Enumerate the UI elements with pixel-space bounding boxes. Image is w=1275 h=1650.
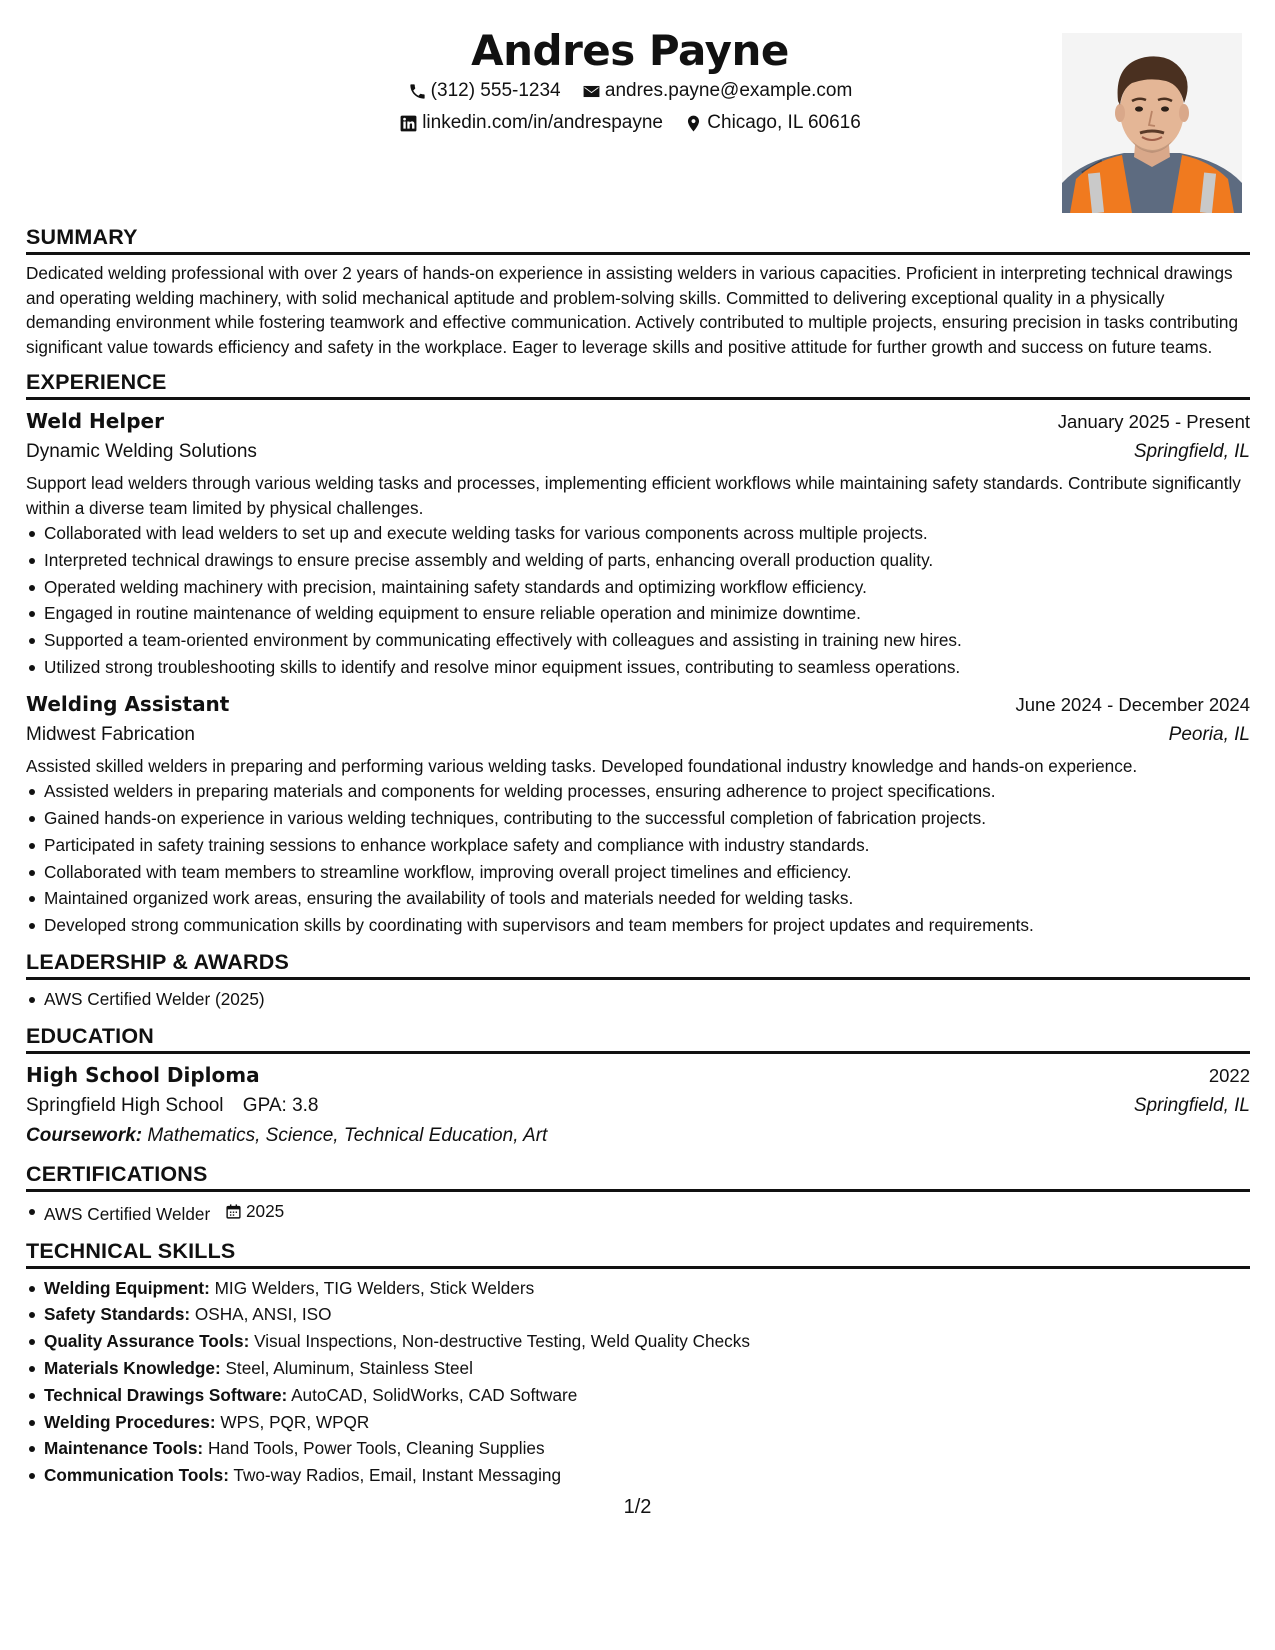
summary-section — [26, 224, 1250, 359]
list-item: Operated welding machinery with precision, maintaining safety standards and optimizing workflow efficiency. — [44, 574, 1250, 601]
list-item: Collaborated with team members to streamline workflow, improving overall project timelines and efficiency. — [44, 859, 1250, 886]
skill-value: OSHA, ANSI, ISO — [194, 1304, 332, 1325]
list-item: Interpreted technical drawings to ensure precise assembly and welding of parts, enhancing overall production quality. — [44, 547, 1250, 574]
education-section — [26, 1023, 1250, 1151]
leadership-list — [26, 986, 1250, 1013]
list-item: Supported a team-oriented environment by communicating effectively with colleagues and assisting in training new hires. — [44, 627, 1250, 654]
certification-year: 2025 — [245, 1200, 285, 1221]
skill-value: WPS, PQR, WPQR — [220, 1411, 370, 1432]
linkedin-contact — [399, 112, 663, 134]
certifications-section — [26, 1161, 1250, 1228]
leadership-section — [26, 949, 1250, 1013]
list-item — [44, 1355, 1250, 1382]
list-item — [44, 1328, 1250, 1355]
coursework-label: Coursework: — [26, 1124, 143, 1146]
job-company: Dynamic Welding Solutions — [26, 441, 257, 462]
skill-label: Welding Equipment: — [44, 1277, 210, 1298]
certification-name: AWS Certified Welder — [44, 1203, 211, 1224]
email-contact — [582, 80, 852, 102]
job-description: Assisted skilled welders in preparing and performing various welding tasks. Developed foundational industry knowledge and hands-on experience. — [26, 755, 1138, 776]
list-item — [44, 1275, 1250, 1302]
list-item — [44, 1198, 1250, 1228]
list-item — [44, 1409, 1250, 1436]
profile-photo — [1062, 33, 1242, 213]
resume-header — [0, 18, 1275, 218]
list-item — [44, 1435, 1250, 1462]
list-item — [44, 1382, 1250, 1409]
summary-heading: SUMMARY — [26, 224, 1250, 255]
envelope-icon — [582, 82, 601, 101]
skill-label: Technical Drawings Software: — [44, 1384, 288, 1405]
list-item: Utilized strong troubleshooting skills to identify and resolve minor equipment issues, contributing to seamless operations. — [44, 654, 1250, 681]
skill-label: Welding Procedures: — [44, 1411, 216, 1432]
list-item: AWS Certified Welder (2025) — [44, 986, 1250, 1013]
list-item: Maintained organized work areas, ensuring the availability of tools and materials needed for welding tasks. — [44, 885, 1250, 912]
skills-section — [26, 1238, 1250, 1489]
candidate-name: Andres Payne — [471, 26, 789, 75]
skill-value: Two-way Radios, Email, Instant Messaging — [233, 1465, 562, 1486]
skill-value: Steel, Aluminum, Stainless Steel — [225, 1357, 473, 1378]
location-text: Chicago, IL 60616 — [707, 112, 861, 133]
skills-heading: TECHNICAL SKILLS — [26, 1238, 1250, 1269]
school-name: Springfield High School — [26, 1094, 224, 1116]
experience-section — [26, 369, 1250, 939]
certifications-heading: CERTIFICATIONS — [26, 1161, 1250, 1192]
location-contact — [684, 112, 861, 134]
list-item: Engaged in routine maintenance of welding equipment to ensure reliable operation and minimize downtime. — [44, 600, 1250, 627]
education-heading: EDUCATION — [26, 1023, 1250, 1054]
linkedin-url[interactable]: linkedin.com/in/andrespayne — [422, 112, 663, 133]
school-location: Springfield, IL — [1133, 1094, 1250, 1116]
skill-label: Communication Tools: — [44, 1465, 229, 1486]
degree: High School Diploma — [26, 1062, 260, 1087]
graduation-year: 2022 — [1208, 1064, 1250, 1086]
skill-label: Maintenance Tools: — [44, 1438, 204, 1459]
calendar-icon — [225, 1203, 242, 1220]
skill-label: Materials Knowledge: — [44, 1357, 221, 1378]
phone-number: (312) 555-1234 — [430, 80, 561, 101]
phone-contact — [408, 80, 561, 102]
skills-list — [26, 1275, 1250, 1489]
job-title: Welding Assistant — [26, 691, 230, 716]
list-item: Participated in safety training sessions to enhance workplace safety and compliance with industry standards. — [44, 832, 1250, 859]
job-location: Springfield, IL — [1133, 441, 1250, 462]
coursework — [26, 1121, 1250, 1151]
coursework-list: Mathematics, Science, Technical Education, Art — [147, 1124, 548, 1146]
job-entry — [26, 406, 1250, 681]
summary-text: Dedicated welding professional with over 2 years of hands-on experience in assisting welders in various capacities. Proficient in interpreting technical drawings and operating welding machinery, with solid mechanical aptitude and problem-solving skills. Committed to delivering exceptional quality in a physically demanding environment while fostering teamwork and effective communication. Actively contributed to multiple projects, ensuring precision in tasks contributing significant value towards efficiency and safety in the workplace. Eager to leverage skills and positive attitude for further growth and success on future teams. — [26, 263, 1239, 357]
list-item: Developed strong communication skills by coordinating with supervisors and team members for project updates and requirements. — [44, 912, 1250, 939]
email-address[interactable]: andres.payne@example.com — [604, 80, 853, 101]
list-item: Assisted welders in preparing materials and components for welding processes, ensuring adherence to project specifications. — [44, 778, 1250, 805]
job-bullets — [26, 778, 1250, 939]
job-bullets — [26, 520, 1250, 681]
page-number: 1/2 — [623, 1496, 652, 1518]
experience-heading: EXPERIENCE — [26, 369, 1250, 400]
job-dates: January 2025 - Present — [1057, 411, 1250, 432]
job-dates: June 2024 - December 2024 — [1015, 693, 1250, 715]
phone-icon — [408, 82, 427, 101]
skill-label: Safety Standards: — [44, 1304, 191, 1325]
list-item: Gained hands-on experience in various welding techniques, contributing to the successful completion of fabrication projects. — [44, 805, 1250, 832]
job-title: Weld Helper — [26, 409, 164, 433]
gpa: GPA: 3.8 — [242, 1094, 319, 1116]
map-pin-icon — [684, 114, 703, 133]
skill-value: AutoCAD, SolidWorks, CAD Software — [291, 1384, 578, 1405]
certifications-list — [26, 1198, 1250, 1228]
job-company: Midwest Fabrication — [26, 723, 195, 745]
job-location: Peoria, IL — [1168, 723, 1250, 745]
skill-label: Quality Assurance Tools: — [44, 1331, 250, 1352]
job-entry — [26, 689, 1250, 939]
skill-value: MIG Welders, TIG Welders, Stick Welders — [214, 1277, 535, 1298]
skill-value: Hand Tools, Power Tools, Cleaning Supplies — [207, 1438, 545, 1459]
list-item — [44, 1462, 1250, 1489]
list-item: Collaborated with lead welders to set up and execute welding tasks for various components across multiple projects. — [44, 520, 1250, 547]
skill-value: Visual Inspections, Non-destructive Testing, Weld Quality Checks — [254, 1331, 750, 1352]
job-description: Support lead welders through various welding tasks and processes, implementing efficient workflows while maintaining safety standards. Contribute significantly within a diverse team limited by physical challenges. — [26, 473, 1241, 518]
resume-content — [26, 224, 1250, 1499]
leadership-heading: LEADERSHIP & AWARDS — [26, 949, 1250, 980]
list-item — [44, 1301, 1250, 1328]
linkedin-icon — [399, 114, 418, 133]
